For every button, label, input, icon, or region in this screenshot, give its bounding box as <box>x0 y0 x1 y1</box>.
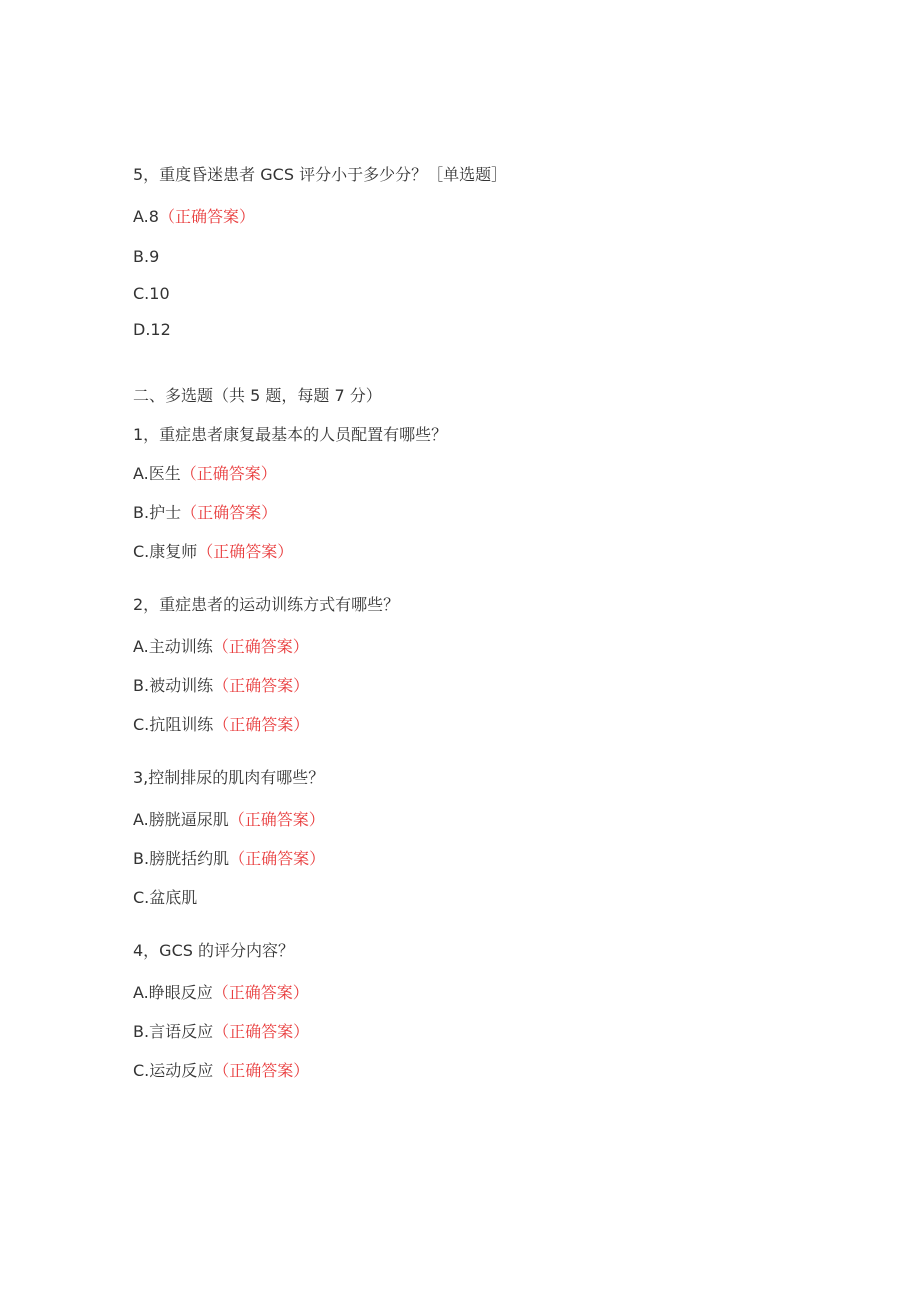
multi-question-2-text: 2，重症患者的运动训练方式有哪些？ <box>133 595 400 614</box>
correct-answer-mark: （正确答案） <box>228 810 325 829</box>
section-heading-multiple-choice: 二、多选题（共 5 题，每题 7 分） <box>133 386 382 405</box>
mq4-option-a <box>133 982 309 1004</box>
mq4-option-c <box>133 1060 309 1082</box>
correct-answer-mark: （正确答案） <box>229 849 326 868</box>
q5-option-d <box>133 319 171 341</box>
question-5-text: 5，重度昏迷患者 GCS 评分小于多少分？［单选题］ <box>133 165 508 184</box>
mq4-option-b <box>133 1021 309 1043</box>
correct-answer-mark: （正确答案） <box>213 676 310 695</box>
multi-question-4-text: 4，GCS 的评分内容？ <box>133 941 294 960</box>
mq1-option-b <box>133 502 277 524</box>
option-label: A.主动训练 <box>133 637 213 656</box>
option-label: A.医生 <box>133 464 181 483</box>
option-label: C.10 <box>133 284 170 303</box>
mq3-option-b <box>133 848 325 870</box>
mq1-option-a <box>133 463 277 485</box>
option-label: B.护士 <box>133 503 182 522</box>
option-label: B.膀胱括约肌 <box>133 849 230 868</box>
mq2-option-b <box>133 675 309 697</box>
mq2-option-a <box>133 636 309 658</box>
mq3-option-a <box>133 809 325 831</box>
option-label: A.膀胱逼尿肌 <box>133 810 229 829</box>
multi-question-1-text: 1，重症患者康复最基本的人员配置有哪些？ <box>133 425 448 444</box>
multi-question-3-text: 3,控制排尿的肌肉有哪些？ <box>133 768 325 787</box>
correct-answer-mark: （正确答案） <box>158 207 255 226</box>
correct-answer-mark: （正确答案） <box>213 715 310 734</box>
correct-answer-mark: （正确答案） <box>197 542 294 561</box>
option-label: B.9 <box>133 247 160 266</box>
mq3-option-c <box>133 887 197 909</box>
option-label: D.12 <box>133 320 171 339</box>
option-label: B.被动训练 <box>133 676 214 695</box>
correct-answer-mark: （正确答案） <box>212 983 309 1002</box>
mq2-option-c <box>133 714 309 736</box>
option-label: C.康复师 <box>133 542 198 561</box>
correct-answer-mark: （正确答案） <box>181 503 278 522</box>
q5-option-c <box>133 283 170 305</box>
option-label: A.8 <box>133 207 159 226</box>
correct-answer-mark: （正确答案） <box>213 1022 310 1041</box>
option-label: C.抗阻训练 <box>133 715 214 734</box>
mq1-option-c <box>133 541 293 563</box>
correct-answer-mark: （正确答案） <box>180 464 277 483</box>
q5-option-b <box>133 246 159 268</box>
option-label: B.言语反应 <box>133 1022 214 1041</box>
option-label: C.运动反应 <box>133 1061 214 1080</box>
q5-option-a <box>133 206 255 228</box>
option-label: A.睁眼反应 <box>133 983 213 1002</box>
option-label: C.盆底肌 <box>133 888 198 907</box>
correct-answer-mark: （正确答案） <box>213 1061 310 1080</box>
correct-answer-mark: （正确答案） <box>212 637 309 656</box>
